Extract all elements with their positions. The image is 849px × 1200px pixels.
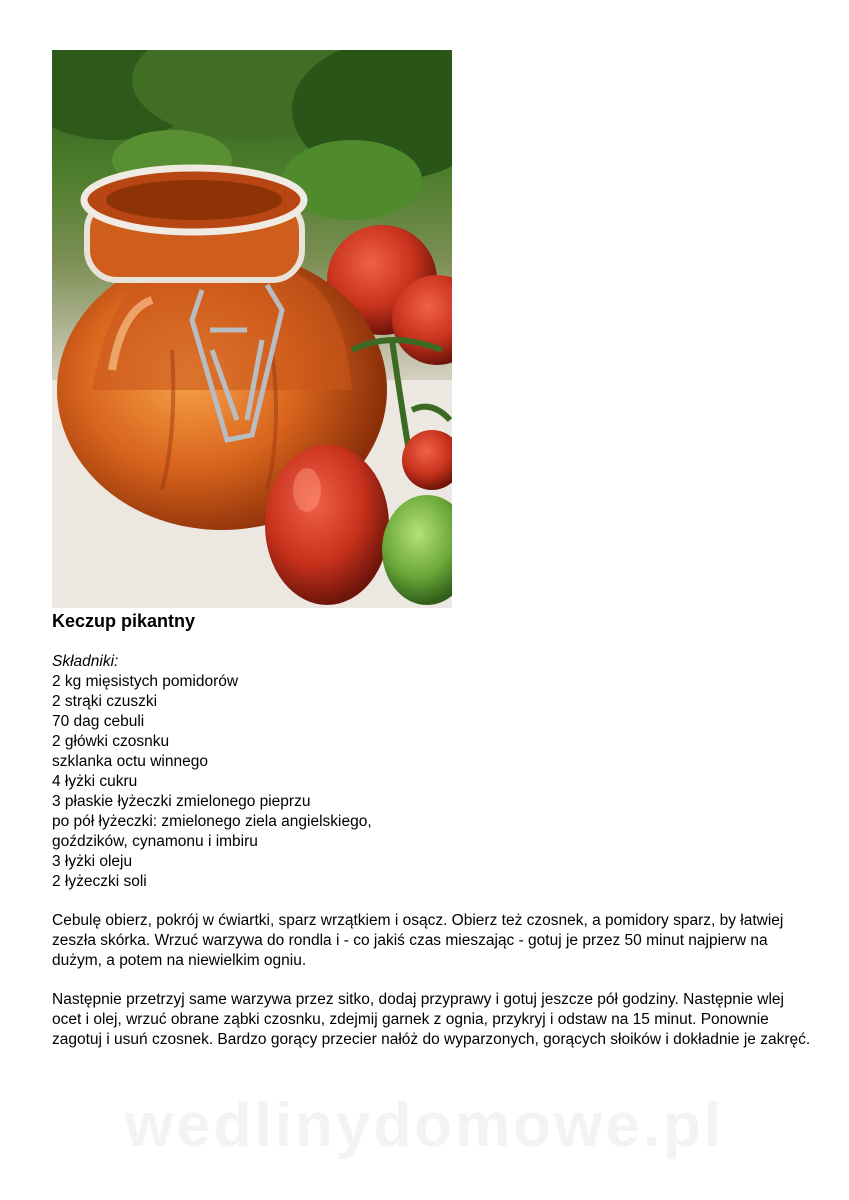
ingredients-list [52,652,372,892]
instructions-paragraph-2: Następnie przetrzyj same warzywa przez sitko, dodaj przyprawy i gotuj jeszcze pół godziny. Następnie wlej ocet i olej, wrzuć obrane ząbki czosnku, zdejmij garnek z ognia, przykryj i odstaw na 15 minut. Ponownie zagotuj i usuń czosnek. Bardzo gorący przecier nałóż do wyparzonych, gorących słoików i dokładnie je zakręć. [52,991,811,1048]
ingredient-item: 70 dag cebuli [52,713,145,730]
instructions-paragraph-1: Cebulę obierz, pokrój w ćwiartki, sparz wrzątkiem i osącz. Obierz też czosnek, a pomidory sparz, by łatwiej zeszła skórka. Wrzuć warzywa do rondla i - co jakiś czas mieszając - gotuj je przez 50 minut najpierw na dużym, a potem na niewielkim ogniu. [52,912,784,969]
ingredient-item: 2 strąki czuszki [52,693,158,710]
recipe-title: Keczup pikantny [52,611,196,631]
ingredients-label: Składniki: [52,653,119,670]
ingredient-item: 2 główki czosnku [52,733,170,750]
ingredient-item: 3 łyżki oleju [52,853,133,870]
ketchup-jar-photo [52,50,452,608]
ingredient-item: goździków, cynamonu i imbiru [52,833,258,850]
tomato-front [265,445,389,605]
ketchup-jar-illustration [52,50,452,608]
ingredient-item: 3 płaskie łyżeczki zmielonego pieprzu [52,793,311,810]
ingredient-item: po pół łyżeczki: zmielonego ziela angielskiego, [52,813,372,830]
ingredient-item: szklanka octu winnego [52,753,208,770]
ingredient-item: 4 łyżki cukru [52,773,138,790]
site-watermark: wedlinydomowe.pl [124,1091,725,1160]
ingredient-item: 2 kg mięsistych pomidorów [52,673,239,690]
ingredient-item: 2 łyżeczki soli [52,873,147,890]
